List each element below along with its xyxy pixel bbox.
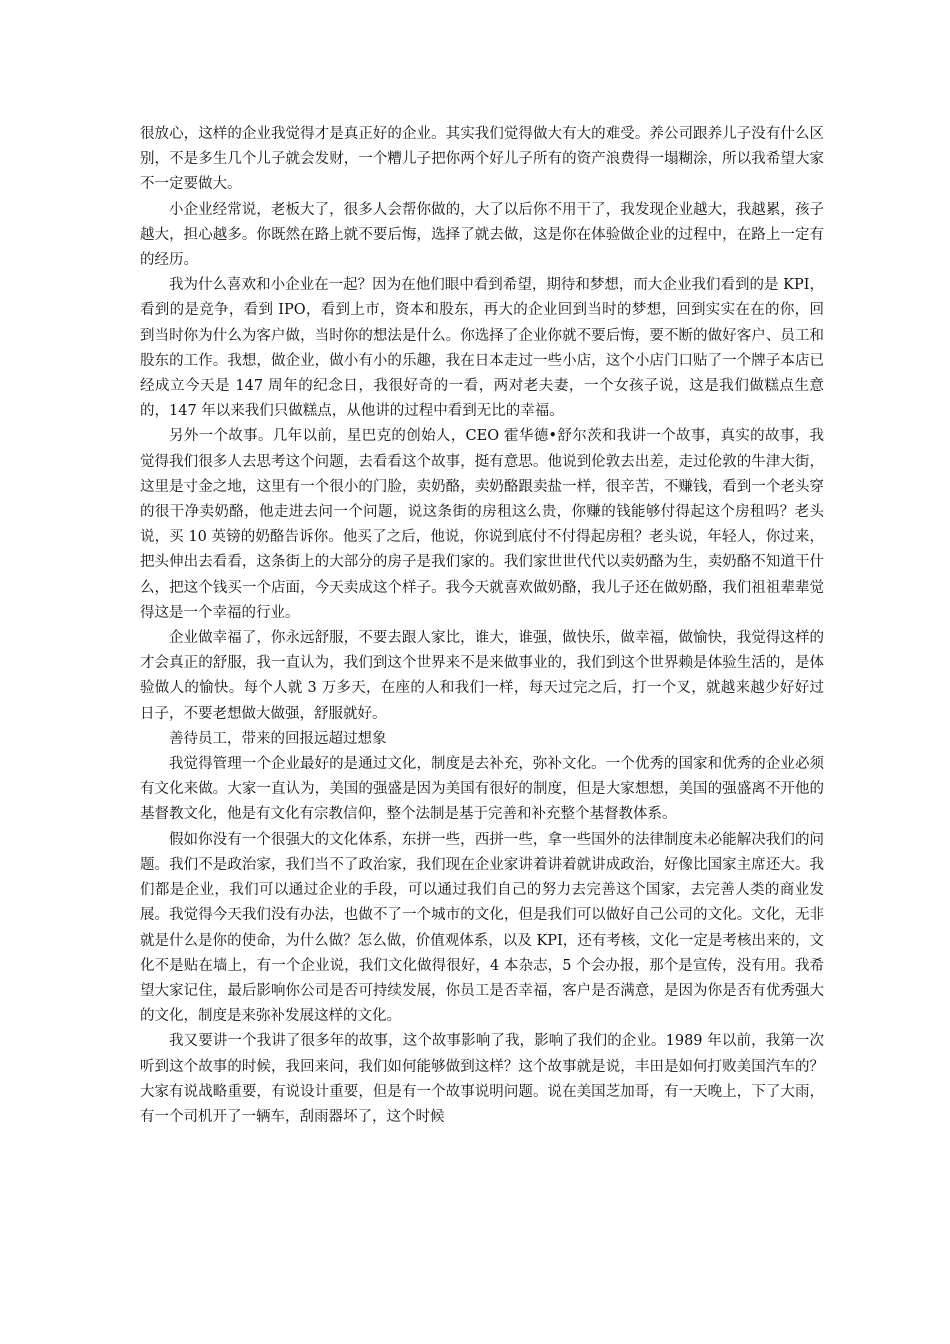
paragraph: 假如你没有一个很强大的文化体系，东拼一些，西拼一些，拿一些国外的法律制度未必能解决我们的问题。我们不是政治家，我们当不了政治家，我们现在企业家讲着讲着就讲成政治，好像比国家主席还大。我们都是企业，我们可以通过企业的手段，可以通过我们自己的努力去完善这个国家，去完善人类的商业发展。我觉得今天我们没有办法，也做不了一个城市的文化，但是我们可以做好自己公司的文化。文化，无非就是什么是你的使命，为什么做？怎么做，价值观体系，以及 KPI，还有考核，文化一定是考核出来的，文化不是贴在墙上，有一个企业说，我们文化做得很好，4 本杂志，5 个会办报，那个是宣传，没有用。我希望大家记住，最后影响你公司是否可持续发展，你员工是否幸福，客户是否满意，是因为你是否有优秀强大的文化，制度是来弥补发展这样的文化。 xyxy=(140,831,824,1025)
paragraph: 很放心，这样的企业我觉得才是真正好的企业。其实我们觉得做大有大的难受。养公司跟养儿子没有什么区别，不是多生几个儿子就会发财，一个糟儿子把你两个好儿子所有的资产浪费得一塌糊涂，所以我希望大家不一定要做大。 xyxy=(140,126,824,193)
paragraph: 我又要讲一个我讲了很多年的故事，这个故事影响了我，影响了我们的企业。1989 年以前，我第一次听到这个故事的时候，我回来问，我们如何能够做到这样？这个故事就是说，丰田是如何打败美国汽车的？大家有说战略重要，有说设计重要，但是有一个故事说明问题。说在美国芝加哥，有一天晚上，下了大雨，有一个司机开了一辆车，刮雨器坏了，这个时候 xyxy=(140,1033,824,1125)
paragraph: 小企业经常说，老板大了，很多人会帮你做的，大了以后你不用干了，我发现企业越大，我越累，孩子越大，担心越多。你既然在路上就不要后悔，选择了就去做，这是你在体验做企业的过程中，在路上一定有的经历。 xyxy=(140,201,824,269)
paragraph: 另外一个故事。几年以前，星巴克的创始人，CEO 霍华德•舒尔茨和我讲一个故事，真实的故事，我觉得我们很多人去思考这个问题，去看看这个故事，挺有意思。他说到伦敦去出差，走过伦敦的牛津大街，这里是寸金之地，这里有一个很小的门脸，卖奶酪，卖奶酪跟卖盐一样，很辛苦，不赚钱，看到一个老头穿的很干净卖奶酪，他走进去问一个问题，说这条街的房租这么贵，你赚的钱能够付得起这个房租吗？老头说，买 10 英镑的奶酪告诉你。他买了之后，他说，你说到底付不付得起房租？老头说，年轻人，你过来，把头伸出去看看，这条街上的大部分的房子是我们家的。我们家世世代代以卖奶酪为生，卖奶酪不知道干什么，把这个钱买一个店面，今天卖成这个样子。我今天就喜欢做奶酪，我儿子还在做奶酪，我们祖祖辈辈觉得这是一个幸福的行业。 xyxy=(140,428,824,621)
section-heading: 善待员工，带来的回报远超过想象 xyxy=(169,730,387,747)
paragraph: 我为什么喜欢和小企业在一起？因为在他们眼中看到希望，期待和梦想，而大企业我们看到的是 KPI，看到的是竞争，看到 IPO，看到上市，资本和股东，再大的企业回到当时的梦想，回到实实在在的你，回到当时你为什么为客户做，当时你的想法是什么。你选择了企业你就不要后悔，要不断的做好客户、员工和股东的工作。我想，做企业，做小有小的乐趣，我在日本走过一些小店，这个小店门口贴了一个牌子本店已经成立今天是 147 周年的纪念日，我很好奇的一看，两对老夫妻，一个女孩子说，这是我们做糕点生意的，147 年以来我们只做糕点，从他讲的过程中看到无比的幸福。 xyxy=(140,277,824,420)
document-body xyxy=(140,122,824,1130)
paragraph: 我觉得管理一个企业最好的是通过文化，制度是去补充，弥补文化。一个优秀的国家和优秀的企业必须有文化来做。大家一直认为，美国的强盛是因为美国有很好的制度，但是大家想想，美国的强盛离不开他的基督教文化，他是有文化有宗教信仰，整个法制是基于完善和补充整个基督教体系。 xyxy=(140,756,824,823)
paragraph: 企业做幸福了，你永远舒服，不要去跟人家比，谁大，谁强，做快乐，做幸福，做愉快，我觉得这样的才会真正的舒服，我一直认为，我们到这个世界来不是来做事业的，我们到这个世界赖是体验生活的，是体验做人的愉快。每个人就 3 万多天，在座的人和我们一样，每天过完之后，打一个叉，就越来越少好好过日子，不要老想做大做强，舒服就好。 xyxy=(140,630,824,722)
